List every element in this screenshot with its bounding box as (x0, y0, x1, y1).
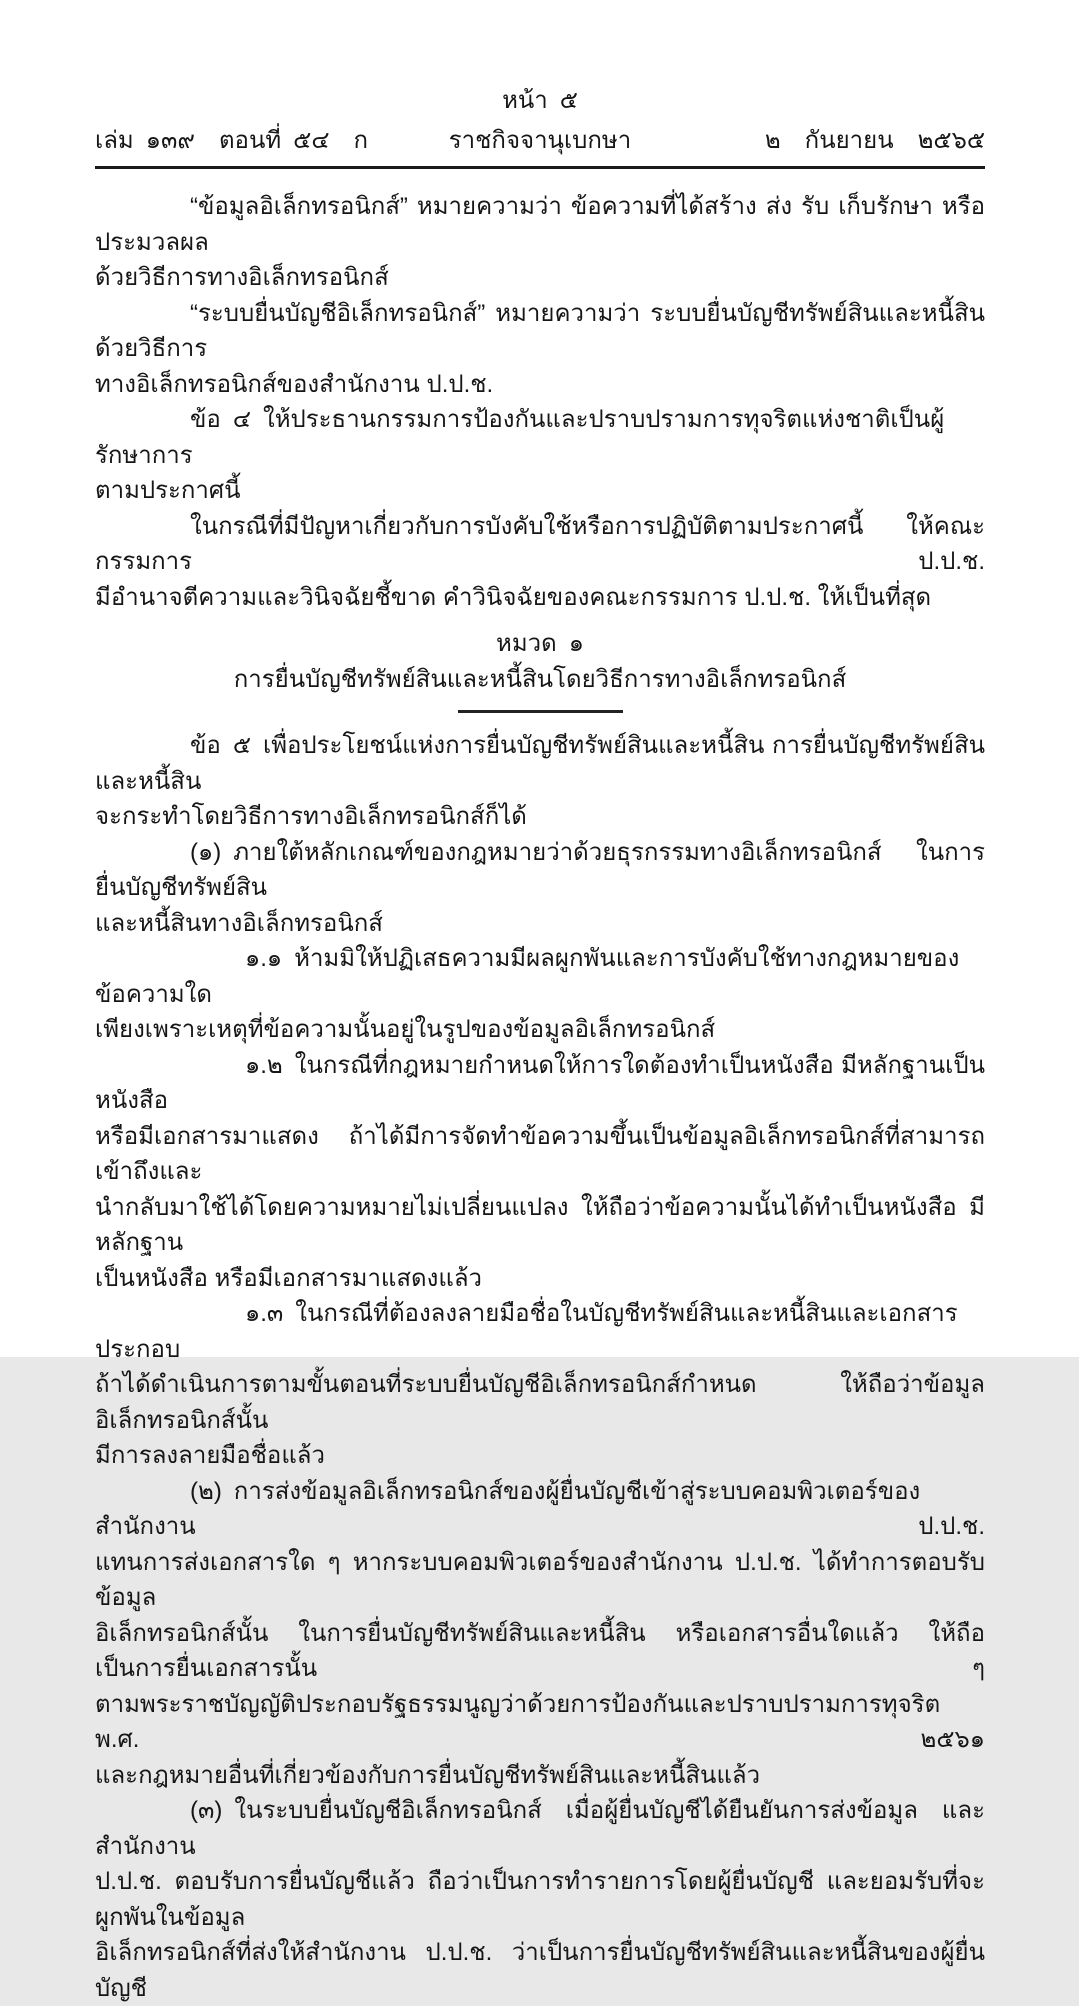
paragraph-clause-4 (95, 402, 985, 509)
page-number: หน้า ๕ (502, 87, 578, 114)
paragraph-item-2 (95, 1474, 985, 1794)
text-line: ข้อ ๕ เพื่อประโยชน์แห่งการยื่นบัญชีทรัพย์สินและหนี้สิน การยื่นบัญชีทรัพย์สินและหนี้สิน (95, 732, 985, 795)
text-line: ๑.๒ ในกรณีที่กฎหมายกำหนดให้การใดต้องทำเป็นหนังสือ มีหลักฐานเป็นหนังสือ (95, 1051, 985, 1114)
publication-date: ๒ กันยายน ๒๕๖๕ (764, 127, 985, 154)
document-body (95, 189, 985, 2006)
text-line: ๑.๑ ห้ามมิให้ปฏิเสธความมีผลผูกพันและการบังคับใช้ทางกฎหมายของข้อความใด (95, 945, 960, 1008)
volume-issue: เล่ม ๑๓๙ ตอนที่ ๕๔ ก (95, 127, 369, 154)
paragraph-subitem-1-1 (95, 941, 985, 1048)
text-line: แทนการส่งเอกสารใด ๆ หากระบบคอมพิวเตอร์ของสำนักงาน ป.ป.ช. ได้ทำการตอบรับข้อมูล (95, 1548, 985, 1611)
page-header (95, 0, 985, 169)
text-line: ด้วยวิธีการทางอิเล็กทรอนิกส์ (95, 264, 389, 291)
paragraph-item-1 (95, 835, 985, 942)
text-line: และหนี้สินทางอิเล็กทรอนิกส์ (95, 909, 383, 937)
text-line: มีการลงลายมือชื่อแล้ว (95, 1442, 325, 1469)
text-line: จะกระทำโดยวิธีการทางอิเล็กทรอนิกส์ก็ได้ (95, 803, 527, 830)
text-line: ตามประกาศนี้ (95, 477, 241, 504)
text-line: ๑.๓ ในกรณีที่ต้องลงลายมือชื่อในบัญชีทรัพย์สินและหนี้สินและเอกสารประกอบ (95, 1300, 958, 1363)
text-line: อิเล็กทรอนิกส์นั้น ในการยื่นบัญชีทรัพย์สินและหนี้สิน หรือเอกสารอื่นใดแล้ว ให้ถือเป็นการยื่นเอกสารนั้น ๆ (95, 1619, 985, 1682)
text-line: (๒) การส่งข้อมูลอิเล็กทรอนิกส์ของผู้ยื่นบัญชีเข้าสู่ระบบคอมพิวเตอร์ของสำนักงาน ป.ป.ช. (95, 1477, 985, 1540)
text-line: อิเล็กทรอนิกส์ที่ส่งให้สำนักงาน ป.ป.ช. ว่าเป็นการยื่นบัญชีทรัพย์สินและหนี้สินของผู้ยื่นบัญชี (95, 1939, 985, 2002)
section-divider (458, 710, 623, 713)
paragraph-clause-4-second (95, 509, 985, 616)
paragraph-definition-electronic-data (95, 189, 985, 296)
paragraph-definition-efiling-system (95, 296, 985, 403)
chapter-heading (95, 626, 985, 713)
text-line: ถ้าได้ดำเนินการตามขั้นตอนที่ระบบยื่นบัญชีอิเล็กทรอนิกส์กำหนด ให้ถือว่าข้อมูลอิเล็กทรอนิกส์นั้น (95, 1371, 985, 1434)
text-line: ป.ป.ช. ตอบรับการยื่นบัญชีแล้ว ถือว่าเป็นการทำรายการโดยผู้ยื่นบัญชี และยอมรับที่จะผูกพันในข้อมูล (95, 1868, 985, 1931)
paragraph-subitem-1-3 (95, 1296, 985, 1474)
text-line: (๑) ภายใต้หลักเกณฑ์ของกฎหมายว่าด้วยธุรกรรมทางอิเล็กทรอนิกส์ ในการยื่นบัญชีทรัพย์สิน (95, 838, 985, 901)
paragraph-subitem-1-2 (95, 1048, 985, 1297)
text-line: “ข้อมูลอิเล็กทรอนิกส์” หมายความว่า ข้อความที่ได้สร้าง ส่ง รับ เก็บรักษา หรือประมวลผล (95, 193, 985, 256)
text-line: ทางอิเล็กทรอนิกส์ของสำนักงาน ป.ป.ช. (95, 370, 494, 398)
text-line: เพียงเพราะเหตุที่ข้อความนั้นอยู่ในรูปของข้อมูลอิเล็กทรอนิกส์ (95, 1016, 716, 1043)
publication-title: ราชกิจจานุเบกษา (448, 127, 632, 154)
text-line: ตามพระราชบัญญัติประกอบรัฐธรรมนูญว่าด้วยการป้องกันและปราบปรามการทุจริต พ.ศ. ๒๕๖๑ (95, 1690, 985, 1753)
text-line: และกฎหมายอื่นที่เกี่ยวข้องกับการยื่นบัญชีทรัพย์สินและหนี้สินแล้ว (95, 1761, 761, 1789)
header-rule (95, 166, 985, 169)
text-line: นำกลับมาใช้ได้โดยความหมายไม่เปลี่ยนแปลง ให้ถือว่าข้อความนั้นได้ทำเป็นหนังสือ มีหลักฐาน (95, 1193, 985, 1256)
text-line: ข้อ ๔ ให้ประธานกรรมการป้องกันและปราบปรามการทุจริตแห่งชาติเป็นผู้รักษาการ (95, 406, 945, 469)
chapter-title: การยื่นบัญชีทรัพย์สินและหนี้สินโดยวิธีการทางอิเล็กทรอนิกส์ (233, 665, 847, 693)
header-meta-row (95, 124, 985, 158)
text-line: “ระบบยื่นบัญชีอิเล็กทรอนิกส์” หมายความว่า ระบบยื่นบัญชีทรัพย์สินและหนี้สินด้วยวิธีการ (95, 299, 985, 362)
text-line: (๓) ในระบบยื่นบัญชีอิเล็กทรอนิกส์ เมื่อผู้ยื่นบัญชีได้ยืนยันการส่งข้อมูล และสำนักงาน (95, 1797, 985, 1860)
text-line: หรือมีเอกสารมาแสดง ถ้าได้มีการจัดทำข้อความขึ้นเป็นข้อมูลอิเล็กทรอนิกส์ที่สามารถเข้าถึงและ (95, 1122, 985, 1185)
paragraph-item-3 (95, 1793, 985, 2006)
paragraph-clause-5 (95, 728, 985, 835)
chapter-number: หมวด ๑ (496, 630, 584, 657)
text-line: ในกรณีที่มีปัญหาเกี่ยวกับการบังคับใช้หรือการปฏิบัติตามประกาศนี้ ให้คณะกรรมการ ป.ป.ช. (95, 512, 985, 575)
text-line: มีอำนาจตีความและวินิจฉัยชี้ขาด คำวินิจฉัยของคณะกรรมการ ป.ป.ช. ให้เป็นที่สุด (95, 583, 932, 611)
text-line: เป็นหนังสือ หรือมีเอกสารมาแสดงแล้ว (95, 1264, 482, 1292)
